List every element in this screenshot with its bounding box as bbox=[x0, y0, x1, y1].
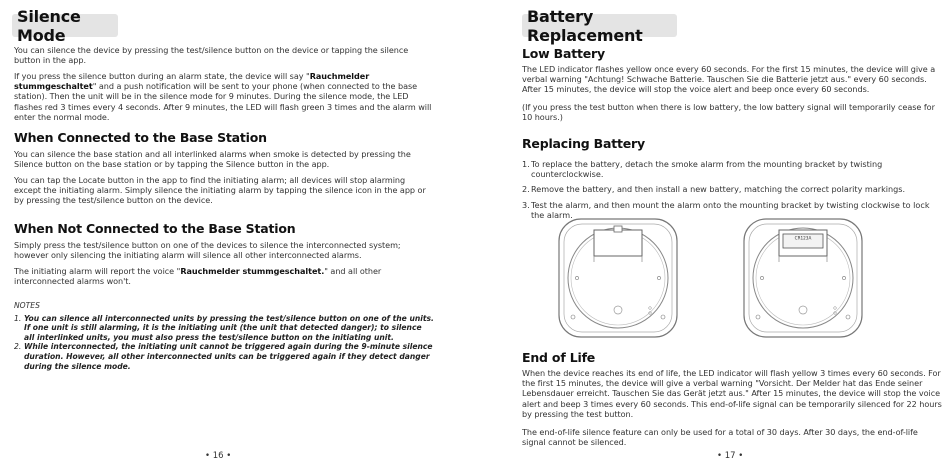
page-title: Battery Replacement bbox=[527, 6, 643, 45]
voice-message: Rauchmelder stummgeschaltet. bbox=[180, 266, 325, 276]
intro-paragraph: You can silence the device by pressing the test/silence button on the device or tapping the silence button in the app. bbox=[14, 45, 409, 66]
heading-end-of-life: End of Life bbox=[522, 350, 596, 365]
note-item bbox=[14, 314, 434, 343]
heading-not-connected: When Not Connected to the Base Station bbox=[14, 221, 296, 236]
heading-low-battery: Low Battery bbox=[522, 46, 605, 61]
text-segment: The initiating alarm will report the voice " bbox=[14, 266, 181, 276]
page-title: Silence Mode bbox=[17, 6, 81, 45]
low-battery-note: (If you press the test button when there is low battery, the low battery signal will temporarily cease for 10 hours.) bbox=[522, 102, 935, 123]
notes-heading: NOTES bbox=[14, 301, 40, 310]
step-item bbox=[522, 159, 942, 179]
battery-label: CR123A bbox=[794, 235, 812, 241]
text-segment: " and all other interconnected alarms won't. bbox=[14, 266, 382, 287]
page-number: • 16 • bbox=[205, 451, 232, 461]
silence-paragraph bbox=[14, 71, 434, 122]
alarm-battery-installed-illustration bbox=[741, 216, 865, 340]
notes-block bbox=[14, 301, 434, 371]
text-segment: If you press the silence button during an alarm state, the device will say " bbox=[14, 71, 310, 81]
end-of-life-paragraph: When the device reaches its end of life, the LED indicator will flash yellow 3 times every 60 seconds. For the first 15 minutes, the device will give a verbal warning "Vorsicht. Der Melder hat das Ende seiner Lebensdauer erreicht. Tauschen Sie das Gerät jetzt aus." After 15 minutes, the device will stop the voice alert and beep 3 times every 60 seconds. This end-of-life signal can be temporarily silenced for 22 hours by pressing the test button. bbox=[522, 368, 942, 419]
step-number: 3. bbox=[522, 199, 530, 210]
not-connected-paragraph-2 bbox=[14, 266, 434, 286]
note-item bbox=[14, 342, 434, 371]
section-title-bar bbox=[522, 6, 677, 45]
end-of-life-note: The end-of-life silence feature can only be used for a total of 30 days. After 30 days, the end-of-life signal cannot be silenced. bbox=[522, 427, 918, 448]
section-title-bar bbox=[12, 6, 118, 45]
note-text: You can silence all interconnected units by pressing the test/silence button on one of the units. If one unit is still alarming, it is the initiating unit (the unit that detected danger); to silence all interlinked units, you must also press the test/silence button on the initiating unit. bbox=[24, 313, 434, 342]
not-connected-paragraph-1: Simply press the test/silence button on one of the devices to silence the interconnected system; however only silencing the initiating alarm will silence all other interconnected alarms. bbox=[14, 240, 401, 261]
low-battery-paragraph: The LED indicator flashes yellow once every 60 seconds. For the first 15 minutes, the device will give a verbal warning "Achtung! Schwache Batterie. Tauschen Sie die Batterie jetzt aus." every 60 seconds. After 15 minutes, the device will stop the voice alert and beep once every 60 seconds. bbox=[522, 64, 936, 95]
text-segment: " and a push notification will be sent to your phone (when connected to the base station). Then the unit will be in the silence mode for 9 minutes. During the silence mode, the LED flashes red 3 times every 4 seconds. After 9 minutes, the LED will flash green 3 times and the alarm will enter the normal mode. bbox=[14, 81, 432, 122]
note-number: 2. bbox=[14, 342, 22, 352]
heading-connected: When Connected to the Base Station bbox=[14, 130, 267, 145]
page-17 bbox=[475, 0, 950, 467]
step-text: Test the alarm, and then mount the alarm onto the mounting bracket by twisting clockwise to lock the alarm. bbox=[531, 199, 930, 220]
connected-paragraph-1: You can silence the base station and all interlinked alarms when smoke is detected by pressing the Silence button on the base station or by tapping the Silence button in the app. bbox=[14, 149, 411, 170]
note-text: While interconnected, the initiating unit cannot be triggered again during the 9-minute silence duration. However, all other interconnected units can be triggered again if they detect danger during the silence mode. bbox=[24, 342, 433, 371]
voice-message: Rauchmelder stummgeschaltet bbox=[14, 71, 370, 92]
step-number: 1. bbox=[522, 159, 530, 169]
page-number: • 17 • bbox=[717, 451, 744, 461]
step-item bbox=[522, 184, 942, 194]
step-number: 2. bbox=[522, 184, 530, 195]
heading-replacing-battery: Replacing Battery bbox=[522, 136, 645, 151]
note-number: 1. bbox=[14, 313, 22, 323]
connected-paragraph-2: You can tap the Locate button in the app to find the initiating alarm; all devices will stop alarming except the initiating alarm. Simply silence the initiating alarm by tapping the silence icon in the app or by pressing the test/silence button on the device. bbox=[14, 175, 426, 206]
alarm-battery-removed-illustration bbox=[556, 216, 680, 340]
step-text: To replace the battery, detach the smoke alarm from the mounting bracket by twisting counterclockwise. bbox=[531, 159, 883, 180]
step-text: Remove the battery, and then install a new battery, matching the correct polarity markings. bbox=[531, 184, 906, 195]
